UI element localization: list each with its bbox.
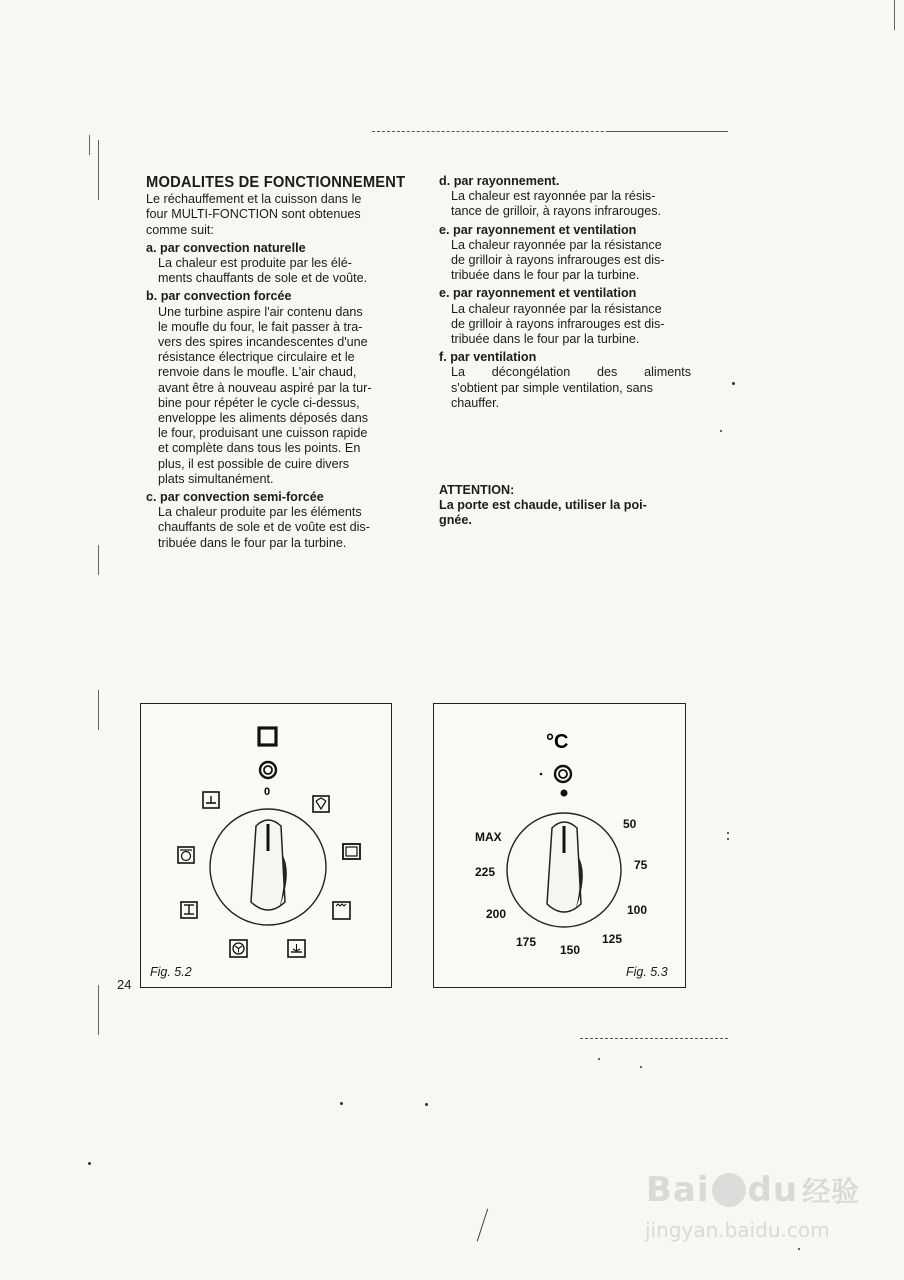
reference-dot	[561, 790, 568, 797]
bottom-heater-icon	[203, 792, 219, 808]
speck	[640, 1066, 642, 1068]
item-f-line: s'obtient par simple ventilation, sans	[451, 380, 653, 395]
item-f-line: chauffer.	[451, 395, 500, 410]
zero-mark: 0	[264, 786, 271, 798]
page-number: 24	[117, 977, 132, 992]
item-c-line: La chaleur produite par les éléments	[158, 505, 362, 520]
fan-circle-icon	[230, 940, 247, 957]
item-f-line: La décongélation des aliments	[451, 365, 691, 380]
scan-line-left-5	[98, 985, 99, 1035]
watermark-url: jingyan.baidu.com	[645, 1218, 830, 1242]
mark-200: 200	[486, 907, 507, 921]
item-b-line: résistance électrique circulaire et le	[158, 350, 355, 365]
item-a-heading: a. par convection naturelle	[146, 240, 306, 255]
attention-heading: ATTENTION:	[439, 483, 515, 497]
scan-line-top-right	[894, 0, 895, 30]
intro-line: four MULTI-FONCTION sont obtenues	[146, 207, 361, 222]
scan-line-bottom	[477, 1209, 488, 1242]
attention-line: La porte est chaude, utiliser la poi-	[439, 498, 647, 513]
speck	[727, 832, 729, 834]
item-e2-line: de grilloir à rayons infrarouges est dis-	[451, 316, 665, 331]
intro-line: Le réchauffement et la cuisson dans le	[146, 192, 362, 207]
top-bottom-heater-icon	[343, 844, 360, 859]
speck	[88, 1162, 91, 1165]
item-b-heading: b. par convection forcée	[146, 289, 292, 304]
indicator-lamp-icon	[260, 762, 276, 778]
figure-5-3	[433, 703, 686, 988]
celsius-unit: °C	[546, 731, 569, 753]
scan-line-left-1	[89, 135, 90, 155]
item-b-line: Une turbine aspire l'air contenu dans	[158, 304, 363, 319]
item-e2-heading: e. par rayonnement et ventilation	[439, 286, 637, 301]
bottom-fan-icon	[333, 902, 350, 919]
watermark-logo	[646, 1170, 860, 1210]
item-c-line: chauffants de sole et de voûte est dis-	[158, 520, 370, 535]
item-d-line: La chaleur est rayonnée par la résis-	[451, 189, 656, 204]
bottom-rule	[580, 1038, 728, 1039]
watermark-logo-text-2: du	[747, 1170, 799, 1210]
scan-line-left-3	[98, 545, 99, 575]
speck	[340, 1102, 343, 1105]
item-e1-line: de grilloir à rayons infrarouges est dis-	[451, 253, 665, 268]
mark-125: 125	[602, 932, 623, 946]
item-b-line: renvoie dans le moufle. L'air chaud,	[158, 365, 357, 380]
item-c-heading: c. par convection semi-forcée	[146, 490, 324, 505]
item-d-line: tance de grilloir, à rayons infrarouges.	[451, 204, 662, 219]
figure-5-3-label: Fig. 5.3	[626, 965, 668, 979]
mark-100: 100	[627, 903, 648, 917]
figure-5-2	[140, 703, 392, 988]
item-a-line: ments chauffants de sole et de voûte.	[158, 271, 368, 286]
speck	[732, 382, 735, 385]
top-rule-solid	[608, 131, 728, 132]
item-b-line: vers des spires incandescentes d'une	[158, 335, 368, 350]
item-e1-heading: e. par rayonnement et ventilation	[439, 222, 637, 237]
left-column	[146, 174, 406, 551]
grill-fan-icon	[313, 796, 329, 812]
scan-line-left-2	[98, 140, 99, 200]
item-b-line: et complète dans tous les points. En	[158, 441, 361, 456]
intro-line: comme suit:	[146, 222, 214, 237]
section-title: MODALITES DE FONCTIONNEMENT	[146, 174, 406, 191]
mark-75: 75	[634, 858, 648, 872]
speck	[798, 1248, 800, 1250]
function-selector-diagram	[141, 704, 391, 987]
speck	[727, 838, 729, 840]
grill-icon	[181, 902, 197, 918]
item-b-line: le four, produisant une cuisson rapide	[158, 426, 368, 441]
item-e1-line: La chaleur rayonnée par la résistance	[451, 237, 662, 252]
thermostat-diagram	[434, 704, 685, 987]
paw-icon	[712, 1173, 746, 1207]
attention-block	[439, 483, 691, 529]
mark-max: MAX	[475, 830, 502, 844]
item-e2-line: La chaleur rayonnée par la résistance	[451, 301, 662, 316]
item-c-line: tribuée dans le four par la turbine.	[158, 535, 347, 550]
fan-bottom-heater-icon	[288, 940, 305, 957]
mark-50: 50	[623, 817, 637, 831]
watermark-cn: 经验	[802, 1175, 861, 1208]
mark-150: 150	[560, 943, 581, 957]
watermark-logo-text: Bai	[646, 1170, 710, 1210]
speck	[425, 1103, 428, 1106]
item-b-line: bine pour répéter le cycle ci-dessus,	[158, 395, 360, 410]
item-b-line: plats simultanément.	[158, 471, 274, 486]
item-a-line: La chaleur est produite par les élé-	[158, 256, 352, 271]
selector-indicator-square-icon	[259, 728, 276, 745]
item-b-line: plus, il est possible de cuire divers	[158, 456, 350, 471]
item-d-heading: d. par rayonnement.	[439, 174, 560, 188]
item-f-heading: f. par ventilation	[439, 350, 537, 365]
figure-5-2-label: Fig. 5.2	[150, 965, 192, 979]
item-e1-line: tribuée dans le four par la turbine.	[451, 268, 640, 283]
thermostat-lamp-icon	[540, 766, 571, 782]
item-b-line: avant être à nouveau aspiré par la tur-	[158, 380, 372, 395]
attention-line: gnée.	[439, 513, 472, 528]
item-b-line: le moufle du four, le fait passer à tra-	[158, 319, 363, 334]
fan-heater-icon	[178, 847, 194, 863]
item-e2-line: tribuée dans le four par la turbine.	[451, 332, 640, 347]
speck	[598, 1058, 600, 1060]
scan-line-left-4	[98, 690, 99, 730]
mark-175: 175	[516, 935, 537, 949]
item-b-line: enveloppe les aliments déposés dans	[158, 411, 369, 426]
right-column	[439, 174, 691, 411]
speck	[720, 430, 722, 432]
mark-225: 225	[475, 865, 496, 879]
